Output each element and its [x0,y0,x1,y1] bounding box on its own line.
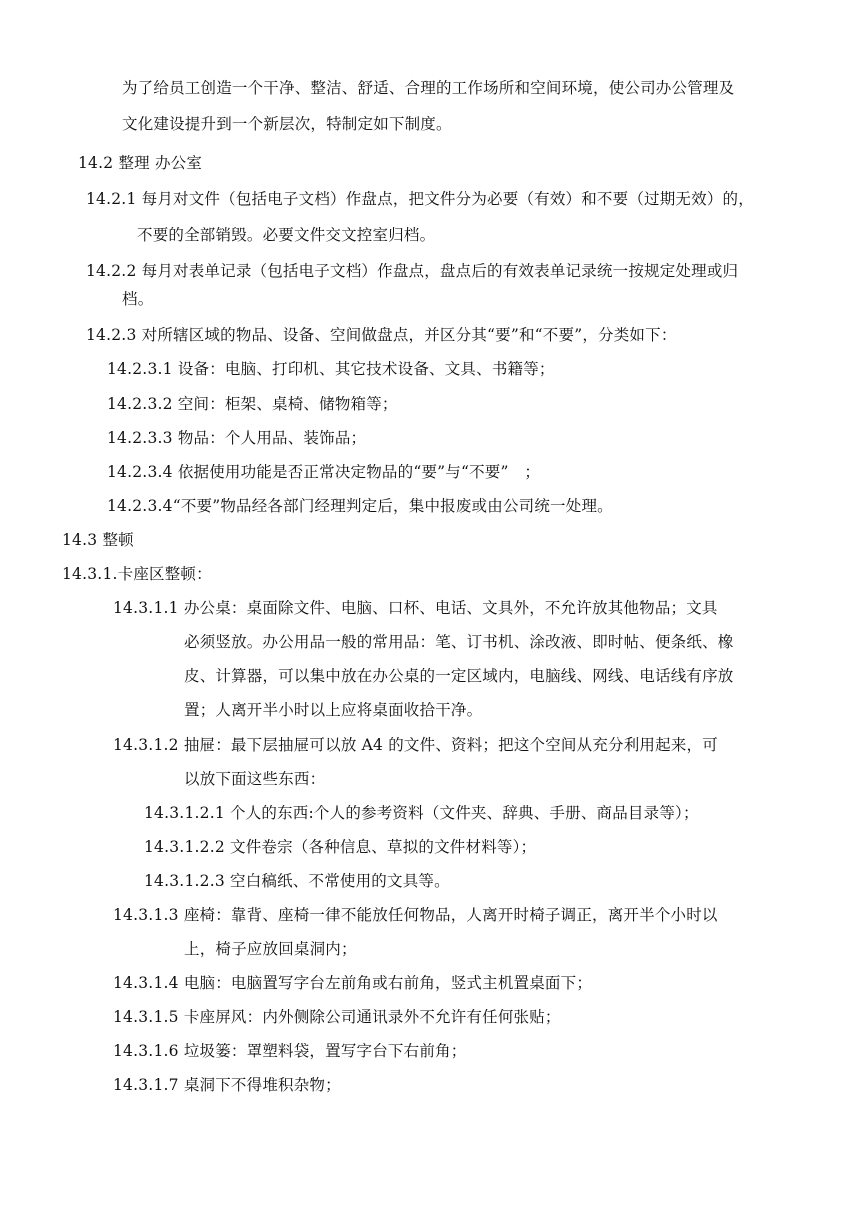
clause-14-3-1-2-2: 14.3.1.2.2 文件卷宗（各种信息、草拟的文件材料等）； [144,838,537,856]
clause-14-2-1-line-2: 不要的全部销毁。必要文件交文控室归档。 [137,226,436,244]
clause-14-2-2-line-1: 14.2.2 每月对表单记录（包括电子文档）作盘点，盘点后的有效表单记录统一按规定处理或归 [86,262,739,280]
clause-14-3-1-1-line-2: 必须竖放。办公用品一般的常用品：笔、订书机、涂改液、即时帖、便条纸、橡 [184,633,734,651]
clause-14-3-1-1-line-4: 置；人离开半小时以上应将桌面收拾干净。 [184,701,483,719]
clause-14-3-1-7: 14.3.1.7 桌洞下不得堆积杂物； [113,1076,341,1094]
clause-14-2-1-line-1: 14.2.1 每月对文件（包括电子文档）作盘点，把文件分为必要（有效）和不要（过期无效）的， [86,190,754,208]
clause-14-3-1-2-line-2: 以放下面这些东西： [184,770,326,788]
clause-14-3-1-1-line-3: 皮、计算器，可以集中放在办公桌的一定区域内，电脑线、网线、电话线有序放 [184,667,734,685]
clause-14-3-1-4: 14.3.1.4 电脑：电脑置写字台左前角或右前角，竖式主机置桌面下； [113,974,593,992]
clause-14-3-1-6: 14.3.1.6 垃圾篓：罩塑料袋，置写字台下右前角； [113,1042,467,1060]
clause-14-3-1-1-line-1: 14.3.1.1 办公桌：桌面除文件、电脑、口杯、电话、文具外，不允许放其他物品；文具 [113,599,718,617]
clause-14-3-1: 14.3.1.卡座区整顿： [62,565,212,583]
clause-14-2-3-2: 14.2.3.2 空间：柜架、桌椅、储物箱等； [107,395,398,413]
clause-14-2-2-line-2: 档。 [122,290,154,308]
clause-14-3-1-2-3: 14.3.1.2.3 空白稿纸、不常使用的文具等。 [144,872,450,890]
clause-14-2-3-1: 14.2.3.1 设备：电脑、打印机、其它技术设备、文具、书籍等； [107,360,555,378]
clause-14-3-1-2-1: 14.3.1.2.1 个人的东西:个人的参考资料（文件夹、辞典、手册、商品目录等）； [144,804,699,822]
clause-14-2-3-3: 14.2.3.3 物品：个人用品、装饰品； [107,429,367,447]
clause-14-3-1-3-line-2: 上，椅子应放回桌洞内； [184,940,357,958]
clause-14-2-3-4b: 14.2.3.4“不要”物品经各部门经理判定后，集中报废或由公司统一处理。 [107,497,613,515]
clause-14-3-1-2-line-1: 14.3.1.2 抽屉：最下层抽屉可以放 A4 的文件、资料；把这个空间从充分利用起来，可 [113,736,718,754]
clause-14-3-1-5: 14.3.1.5 卡座屏风：内外侧除公司通讯录外不允许有任何张贴； [113,1008,561,1026]
section-heading-14-3: 14.3 整顿 [62,531,134,549]
intro-line-2: 文化建设提升到一个新层次，特制定如下制度。 [122,115,452,133]
clause-14-2-3-4: 14.2.3.4 依据使用功能是否正常决定物品的“要”与“不要” ； [107,463,541,481]
clause-14-2-3: 14.2.3 对所辖区域的物品、设备、空间做盘点，并区分其“要”和“不要”，分类如下： [86,326,677,344]
intro-line-1: 为了给员工创造一个干净、整洁、舒适、合理的工作场所和空间环境，使公司办公管理及 [122,79,735,97]
section-heading-14-2: 14.2 整理 办公室 [78,154,203,172]
clause-14-3-1-3-line-1: 14.3.1.3 座椅：靠背、座椅一律不能放任何物品，人离开时椅子调正，离开半个小时以 [113,906,718,924]
